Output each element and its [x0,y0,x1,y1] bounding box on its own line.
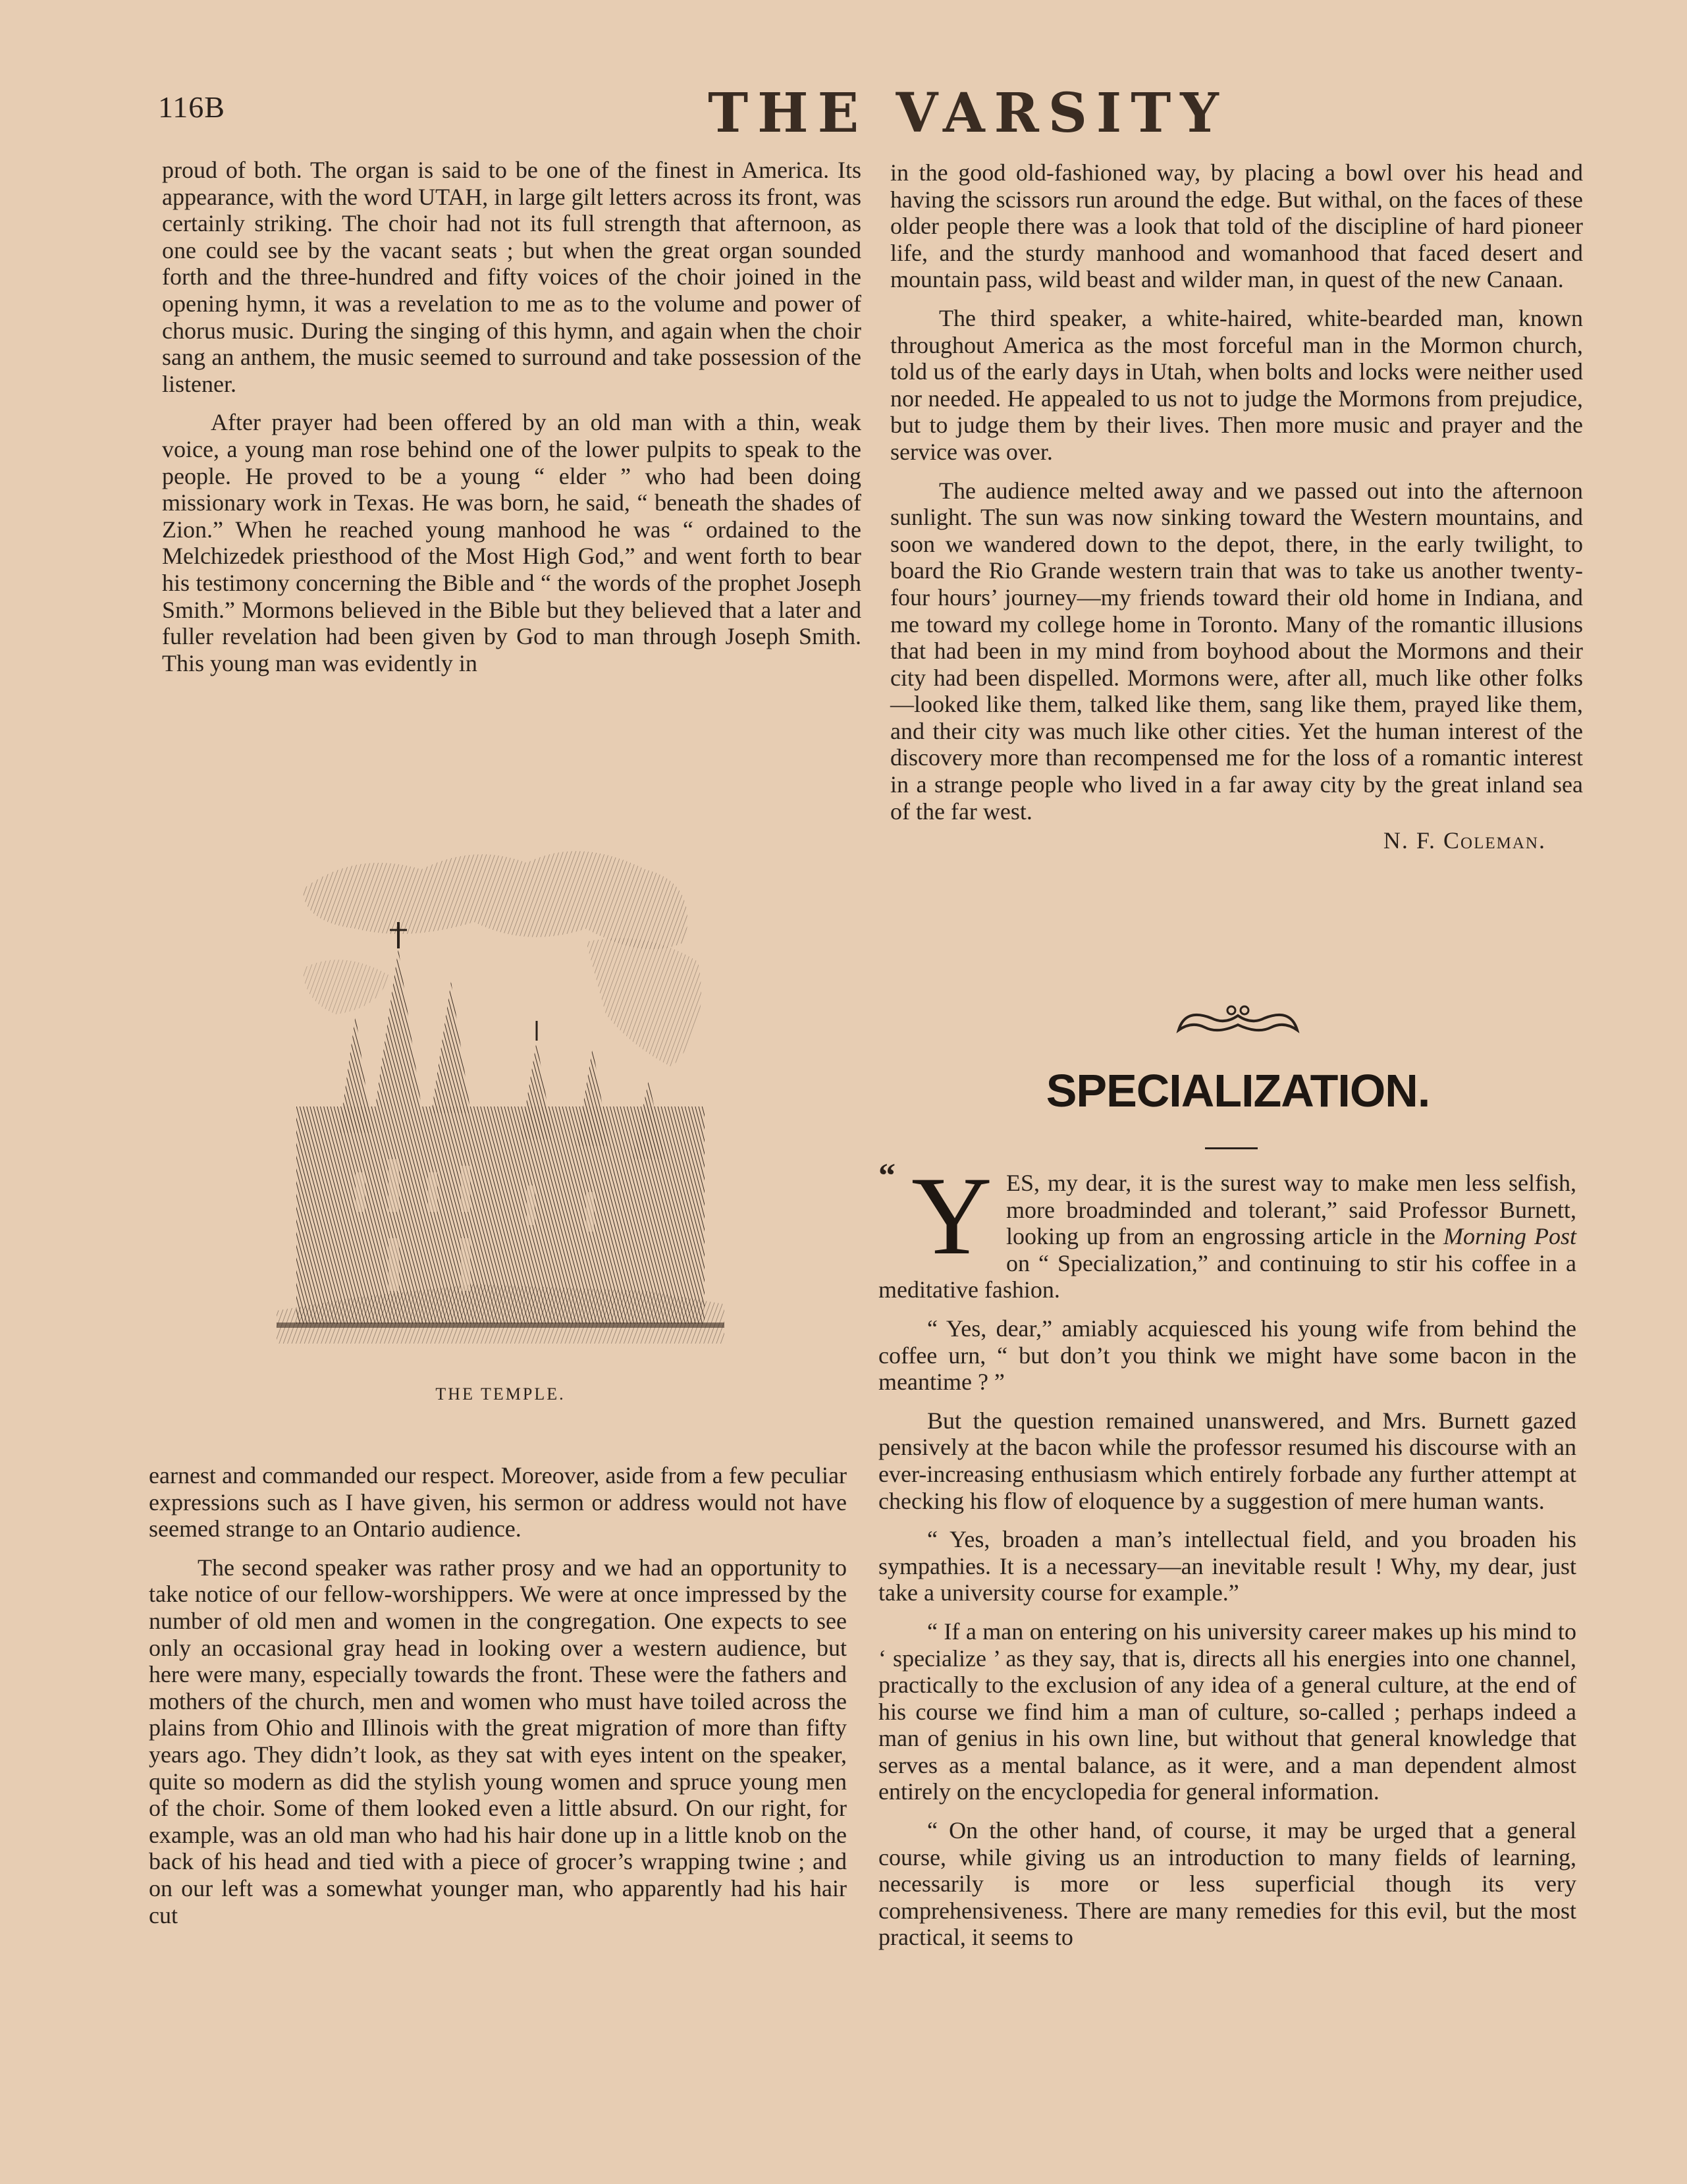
paragraph: The third speaker, a white-haired, white-bearded man, known throughout America as the most forceful man in the Mormon church, told us of the early days in Utah, when bolts and locks were neither used nor needed. He appealed to us not to judge the Mormons from prejudice, but to judge them by their lives. Then more music and prayer and the service was over. [890,304,1583,465]
article-title: SPECIALIZATION. [1046,1065,1430,1116]
paragraph: “ Yes, broaden a man’s intellectual field, and you broaden his sympathies. It is a necessary—an inevitable result ! Why, my dear, just take a university course for example.” [878,1526,1576,1606]
opening-quote: “ [878,1157,896,1195]
paragraph: “ Yes, dear,” amiably acquiesced his young wife from behind the coffee urn, “ but don’t you think we might have some bacon in the meantime ? ” [878,1315,1576,1396]
temple-illustration [277,830,724,1377]
left-column-bottom [149,1462,847,1928]
publication-name: Morning Post [1443,1223,1576,1250]
paragraph: “ On the other hand, of course, it may be urged that a general course, while giving us an introduction to many fields of learning, necessarily is more or less superficial though its very comprehensiveness. There are many remedies for this evil, but the most practical, it seems to [878,1817,1576,1951]
paragraph [878,1154,1576,1303]
right-column-top [890,159,1583,854]
temple-engraving-icon [277,830,724,1370]
paragraph: After prayer had been offered by an old man with a thin, weak voice, a young man rose behind one of the lower pulpits to speak to the people. He proved to be a young “ elder ” who had been doing missionary work in Texas. He was born, he said, “ beneath the shades of Zion.” When he reached young manhood he was “ ordained to the Melchizedek priesthood of the Most High God,” and went forth to bear his testimony concerning the Bible and “ the words of the prophet Joseph Smith.” Mormons believed in the Bible but they believed that a later and fuller revelation had been given by God to man through Joseph Smith. This young man was evidently in [162,409,861,676]
paragraph: “ If a man on entering on his university career makes up his mind to ‘ specialize ’ as they say, that is, directs all his energies into one channel, practically to the exclusion of any idea of a general culture, at the end of his course we find him a man of culture, so-called ; perhaps indeed a man of genius in his own line, but without that general knowledge that serves as a mental balance, as it were, and a man dependent almost entirely on the encyclopedia for general information. [878,1618,1576,1805]
paragraph: proud of both. The organ is said to be one of the finest in America. Its appearance, with the word UTAH, in large gilt letters across its front, was certainly striking. The choir had not its full strength that afternoon, as one could see by the vacant seats ; but when the great organ sounded forth and the three-hundred and fifty voices of the choir joined in the opening hymn, it was a revelation to me as to the volume and power of chorus music. During the singing of this hymn, and again when the choir sang an anthem, the music seemed to surround and take possession of the listener. [162,157,861,397]
paragraph-text: on “ Specialization,” and continuing to stir his coffee in a meditative fashion. [878,1249,1576,1303]
paragraph-text: ES, my dear, it is the surest way to make men less selfish, more broadminded and tolerant,” said Professor Burnett, looking up from an engrossing article in the [1006,1170,1576,1250]
scroll-ornament-icon [1172,1001,1304,1041]
left-column-top [162,157,861,676]
title-divider [1205,1147,1258,1149]
paragraph: The second speaker was rather prosy and we had an opportunity to take notice of our fellow-worshippers. We were at once impressed by the number of old men and women in the congregation. One expects to see only an occasional gray head in looking over a western audience, but here were many, especially towards the front. These were the fathers and mothers of the church, men and women who must have toiled across the plains from Ohio and Illinois with the great migration of more than fifty years ago. They didn’t look, as they sat with eyes intent on the speaker, quite so modern as did the stylish young women and spruce young men of the choir. Some of them looked even a little absurd. On our right, for example, was an old man who had his hair done up in a little knob on the back of his head and tied with a piece of grocer’s wrapping twine ; and on our left was a somewhat younger man, who apparently had his hair cut [149,1554,847,1928]
figure-caption: THE TEMPLE. [435,1384,566,1404]
paragraph: The audience melted away and we passed out into the afternoon sunlight. The sun was now sinking toward the Western mountains, and soon we wandered down to the depot, there, in the early twilight, to board the Rio Grande western train that was to take us another twenty-four hours’ journey—my friends toward their old home in Indiana, and me toward my college home in Toronto. Many of the romantic illusions that had been in my mind from boyhood about the Mormons and their city had been dispelled. Mormons were, after all, much like other folks—looked like them, talked like them, sang like them, prayed like them, and their city was much like other cities. Yet the human interest of the discovery more than recompensed me for the loss of a romantic interest in a strange people who lived in a far away city by the great inland sea of the far west. [890,477,1583,825]
masthead-title: THE VARSITY [708,82,1228,145]
paragraph: earnest and commanded our respect. Moreover, aside from a few peculiar expressions such as I have given, his sermon or address would not have seemed strange to an Ontario audience. [149,1462,847,1542]
paragraph: in the good old-fashioned way, by placing a bowl over his head and having the scissors run around the edge. But withal, on the faces of these older people there was a look that told of the discipline of hard pioneer life, and the sturdy manhood and womanhood that faced desert and mountain pass, wild beast and wilder man, in quest of the new Canaan. [890,159,1583,293]
article-body [878,1154,1576,1951]
paragraph: But the question remained unanswered, and Mrs. Burnett gazed pensively at the bacon while the professor resumed his discourse with an ever-increasing enthusiasm which entirely forbade any further attempt at checking his flow of eloquence by a suggestion of mere human wants. [878,1407,1576,1514]
page-header [158,82,1528,145]
page-number: 116B [158,90,225,124]
author-signature: N. F. Coleman. [1383,827,1546,854]
drop-cap: Y [911,1154,992,1278]
